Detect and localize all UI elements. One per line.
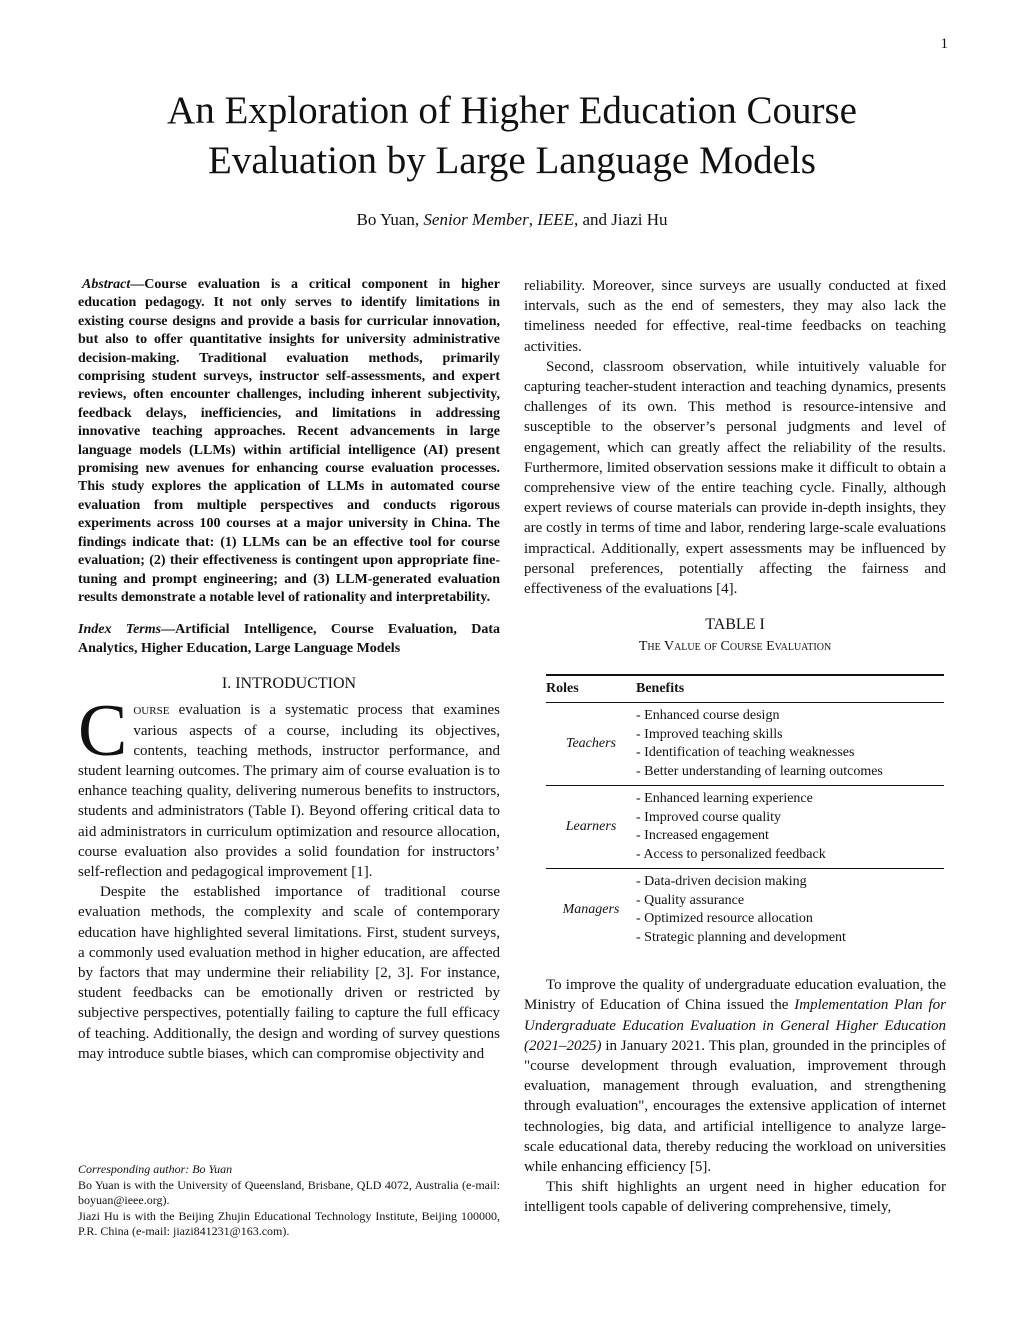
intro-paragraph-1: [78, 690, 500, 882]
right-paragraph-1: reliability. Moreover, since surveys are usually conducted at fixed intervals, such as the end of semesters, they may also lack the timeliness needed for effective, real-time feedbacks on teaching activities.: [524, 278, 946, 355]
author-line: [0, 210, 1024, 230]
footnote-corr-name: : Bo Yuan: [185, 1162, 233, 1176]
benefit-item: - Enhanced course design: [636, 708, 780, 724]
table-row: [546, 703, 944, 786]
benefit-item: - Identification of teaching weaknesses: [636, 745, 855, 761]
footnote-corr-label: Corresponding author: [78, 1162, 186, 1176]
author-2: , and Jiazi Hu: [574, 210, 668, 229]
intro-paragraph-2: Despite the established importance of traditional course evaluation methods, the complexity and scale of contemporary education have highlighted several limitations. First, student surveys, a commonly used evaluation method in higher education, are affected by factors that may undermine their reliability [2, 3]. For instance, student feedbacks can be emotionally driven or restricted by subjective perspectives, potentially failing to capture the full efficacy of teaching. Additionally, the design and wording of survey questions may introduce subtle biases, which can compromise objectivity and: [78, 884, 500, 1062]
author-sep: ,: [528, 210, 538, 229]
benefit-item: - Quality assurance: [636, 892, 745, 908]
paper-title: [0, 86, 1024, 186]
benefit-item: - Better understanding of learning outcomes: [636, 763, 883, 779]
benefit-item: - Increased engagement: [636, 828, 769, 844]
table-benefits-cell: [636, 703, 944, 786]
right-p3-plan-title: Implementation Plan for Undergraduate Education Evaluation in General Higher Education (2021–2025): [524, 997, 946, 1054]
benefit-item: - Access to personalized feedback: [636, 846, 826, 862]
footnote-affiliation-2: Jiazi Hu is with the Beijing Zhujin Educational Technology Institute, Beijing 100000, P.R. China (e-mail: jiazi841231@163.com).: [78, 1208, 500, 1238]
right-paragraph-2: Second, classroom observation, while intuitively valuable for capturing teacher-student interaction and teaching dynamics, presents challenges of its own. This method is resource-intensive and susceptible to the observer’s personal judgments and level of engagement, which can greatly affect the reliability of the results. Furthermore, limited observation sessions make it difficult to obtain a comprehensive view of the entire teaching cycle. Finally, although expert reviews of course materials can provide in-depth insights, they are costly in terms of time and labor, rendering large-scale evaluations impractical. Additionally, expert assessments may be influenced by personal preferences, potentially affecting the fairness and effectiveness of the evaluations [4].: [524, 358, 946, 598]
benefit-item: - Data-driven decision making: [636, 874, 807, 890]
footnote-corresponding: [78, 1162, 500, 1178]
table-benefits-cell: [636, 786, 944, 869]
right-p3-b: in January 2021. This plan, grounded in the principles of "course development through evaluation, improvement through evaluation, management through evaluation, and strengthening through evaluation", encourages the extensive application of internet technologies, big data, and artificial intelligence to analyze large-scale educational data, thereby reducing the workload on universities while enhancing efficiency [5].: [524, 1037, 946, 1175]
footnote-affiliation-1: Bo Yuan is with the University of Queensland, Brisbane, QLD 4072, Australia (e-mail: boyuan@ieee.org).: [78, 1177, 500, 1207]
left-column: [78, 276, 500, 1064]
abstract-text: —Course evaluation is a critical component in higher education pedagogy. It not only serves to identify limitations in existing course designs and provide a basis for curricular innovation, but also to offer quantitative insights for university administrative decision-making. Traditional evaluation methods, primarily comprising student surveys, instructor self-assessments, and expert reviews, often encounter challenges, including inherent subjectivity, feedback delays, inefficiencies, and limitations in addressing innovative teaching approaches. Recent advancements in large language models (LLMs) within artificial intelligence (AI) present promising new avenues for enhancing course evaluation processes. This study explores the application of LLMs in automated course evaluation from multiple perspectives and conducts rigorous experiments across 100 courses at a major university in China. The findings indicate that: (1) LLMs can be an effective tool for course evaluation; (2) their effectiveness is contingent upon appropriate fine-tuning and prompt engineering; and (3) LLM-generated evaluation results demonstrate a notable level of rationality and interpretability.: [78, 277, 500, 605]
abstract: [78, 276, 500, 607]
footnote: [78, 1162, 500, 1240]
section-heading-introduction: I. INTRODUCTION: [221, 675, 357, 693]
benefit-item: - Optimized resource allocation: [636, 911, 813, 927]
intro-smallcaps: ourse: [133, 702, 170, 719]
index-terms-text: —Artificial Intelligence, Course Evaluation, Data Analytics, Higher Education, Large Language Models: [78, 622, 501, 656]
benefit-item: - Improved teaching skills: [636, 726, 783, 742]
right-paragraph-3: [524, 975, 946, 1177]
right-column: [524, 276, 946, 1218]
table-header-roles: Roles: [546, 675, 636, 703]
page-number: 1: [940, 36, 948, 52]
benefit-item: - Enhanced learning experience: [636, 791, 813, 807]
table-header-row: [546, 675, 944, 703]
right-paragraph-4: This shift highlights an urgent need in higher education for intelligent tools capable of delivering comprehensive, timely,: [524, 1179, 946, 1216]
title-line-2: Evaluation by Large Language Models: [208, 139, 816, 182]
table-role-cell: Teachers: [546, 703, 636, 786]
table-row: [546, 786, 944, 869]
intro-p1-text: evaluation is a systematic process that examines various aspects of a course, including its objectives, contents, teaching methods, instructor performance, and student learning outcomes. The primary aim of course evaluation is to enhance teaching quality, delivering numerous benefits to instructors, students and administrators (Table I). Beyond offering critical data to aid administrators in curriculum optimization and resource allocation, course evaluation also provides a solid foundation for instructors’ self-reflection and pedagogical improvement [1].: [78, 702, 500, 880]
index-terms: [78, 621, 500, 658]
table-caption: TABLE I: [705, 616, 765, 634]
title-line-1: An Exploration of Higher Education Course: [167, 89, 857, 132]
table-benefits-cell: [636, 869, 944, 952]
drop-cap: C: [78, 690, 128, 773]
abstract-label: Abstract: [82, 277, 131, 292]
author-1-org: IEEE: [537, 210, 575, 229]
author-1: Bo Yuan,: [356, 210, 424, 229]
author-1-role: Senior Member: [423, 210, 529, 229]
benefit-item: - Improved course quality: [636, 809, 782, 825]
table-role-cell: Managers: [562, 901, 620, 917]
benefits-table: [546, 674, 944, 952]
table-row: [546, 869, 944, 952]
table-subtitle: The Value of Course Evaluation: [638, 639, 832, 655]
table-header-benefits: Benefits: [636, 675, 944, 703]
table-role-cell: Learners: [546, 786, 636, 869]
benefit-item: - Strategic planning and development: [636, 929, 846, 945]
index-terms-label: Index Terms: [78, 622, 162, 638]
right-p3-a: To improve the quality of undergraduate education evaluation, the Ministry of Education of China issued the: [524, 977, 946, 1014]
